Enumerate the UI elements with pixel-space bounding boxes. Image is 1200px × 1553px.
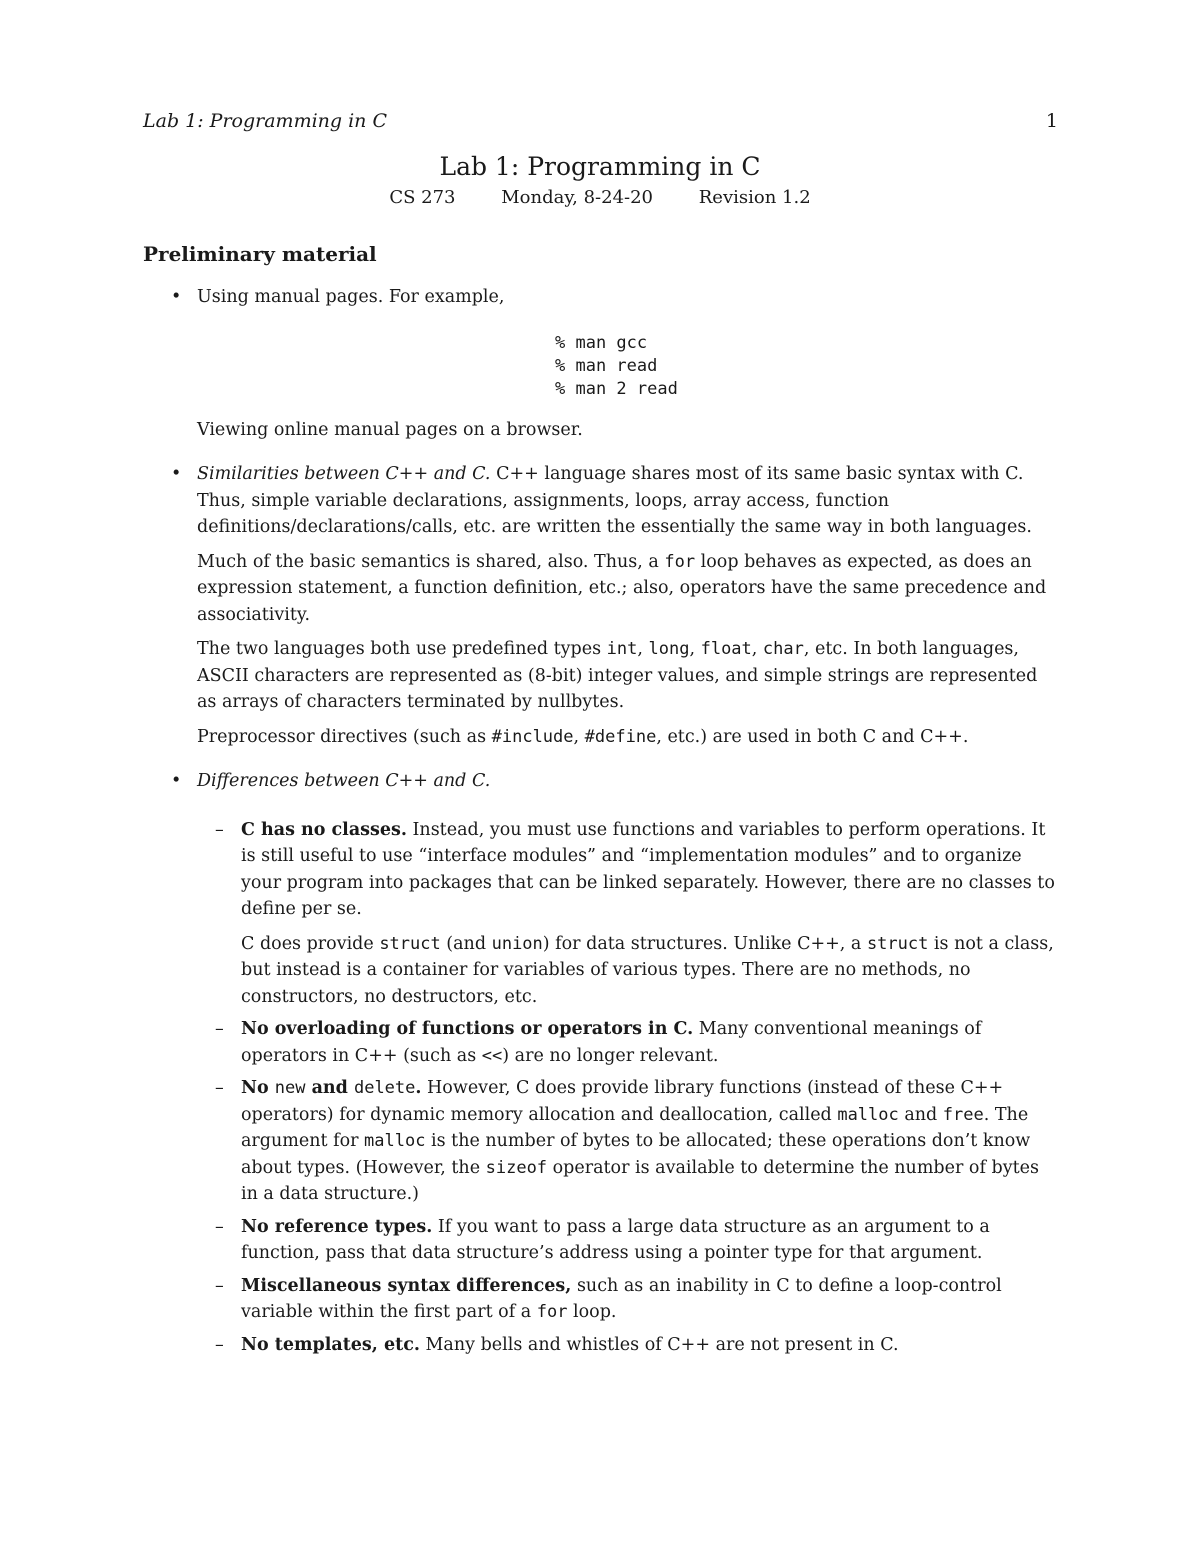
paragraph: No overloading of functions or operators in C. Many conventional meanings of operators in C++ (such as <<) are no longer relevant. [241, 1019, 982, 1066]
course-code: CS 273 [389, 187, 456, 208]
code-line: % man gcc [555, 332, 648, 353]
code-line: % man 2 read [555, 378, 678, 399]
dash-icon: – [215, 1216, 224, 1237]
dash-icon: – [215, 819, 224, 840]
paragraph: C does provide struct (and union) for data structures. Unlike C++, a struct is not a class, but instead is a container for variables of various types. There are no methods, no constructors, no destructors, etc. [241, 933, 1054, 1007]
paragraph: C has no classes. Instead, you must use functions and variables to perform operations. It is still useful to use “interface modules” and “implementation modules” and to organize your program into packages that can be linked separately. However, there are no classes to define per se. [241, 819, 1055, 919]
sub-item-no-overloading [197, 1016, 1058, 1069]
bullet-icon: • [171, 771, 182, 791]
differences-list [197, 817, 1058, 1359]
content [143, 284, 1058, 1358]
item-heading: Similarities between C++ and C. [197, 464, 491, 484]
sub-item-no-references [197, 1214, 1058, 1267]
list-item-differences [143, 768, 1058, 1358]
paragraph: Preprocessor directives (such as #include, #define, etc.) are used in both C and C++. [197, 726, 969, 747]
document-subtitle [0, 187, 1200, 208]
dash-icon: – [215, 1078, 224, 1098]
paragraph: Miscellaneous syntax differences, such as an inability in C to define a loop-control variable within the first part of a for loop. [241, 1275, 1002, 1322]
running-head [143, 110, 1058, 138]
sub-item-syntax-differences [197, 1273, 1058, 1326]
sub-item-no-templates [197, 1332, 1058, 1359]
paragraph: No templates, etc. Many bells and whistles of C++ are not present in C. [241, 1334, 899, 1355]
dash-icon: – [215, 1019, 224, 1039]
paragraph: Much of the basic semantics is shared, also. Thus, a for loop behaves as expected, as does an expression statement, a function definition, etc.; also, operators have the same precedence and associativity. [197, 551, 1047, 625]
paragraph: Using manual pages. For example, [197, 287, 505, 307]
paragraph: No new and delete. However, C does provide library functions (instead of these C++ operators) for dynamic memory allocation and deallocation, called malloc and free. The argument for malloc is the number of bytes to be allocated; these operations don’t know about types. (However, the sizeof operator is available to determine the number of bytes in a data structure.) [241, 1078, 1039, 1204]
bullet-icon: • [171, 287, 182, 307]
sub-item-no-classes [197, 817, 1058, 1011]
running-head-title: Lab 1: Programming in C [143, 110, 387, 132]
code-line: % man read [555, 355, 658, 376]
dash-icon: – [215, 1275, 224, 1296]
list-item-similarities [143, 461, 1058, 750]
bullet-icon: • [171, 464, 182, 484]
paragraph: No reference types. If you want to pass a large data structure as an argument to a function, pass that data structure’s address using a pointer type for that argument. [241, 1216, 990, 1263]
code-block [197, 332, 1058, 401]
paragraph: Similarities between C++ and C. C++ language shares most of its same basic syntax with C. Thus, simple variable declarations, assignments, loops, array access, function definitions/declarations/calls, etc. are written the essentially the same way in both languages. [197, 464, 1032, 537]
paragraph: Viewing online manual pages on a browser. [197, 419, 583, 440]
dash-icon: – [215, 1334, 224, 1355]
list-item-manual-pages [143, 284, 1058, 443]
revision: Revision 1.2 [698, 187, 811, 208]
item-heading: Differences between C++ and C. [197, 771, 491, 791]
document-title: Lab 1: Programming in C [439, 152, 761, 181]
section-heading: Preliminary material [143, 242, 377, 266]
page-number: 1 [1045, 110, 1058, 132]
sub-item-no-new-delete [197, 1075, 1058, 1208]
paragraph: The two languages both use predefined types int, long, float, char, etc. In both languages, ASCII characters are represented as (8-bit) integer values, and simple strings are represented as arrays of characters terminated by nullbytes. [197, 639, 1038, 712]
lab-date: Monday, 8-24-20 [501, 187, 654, 208]
